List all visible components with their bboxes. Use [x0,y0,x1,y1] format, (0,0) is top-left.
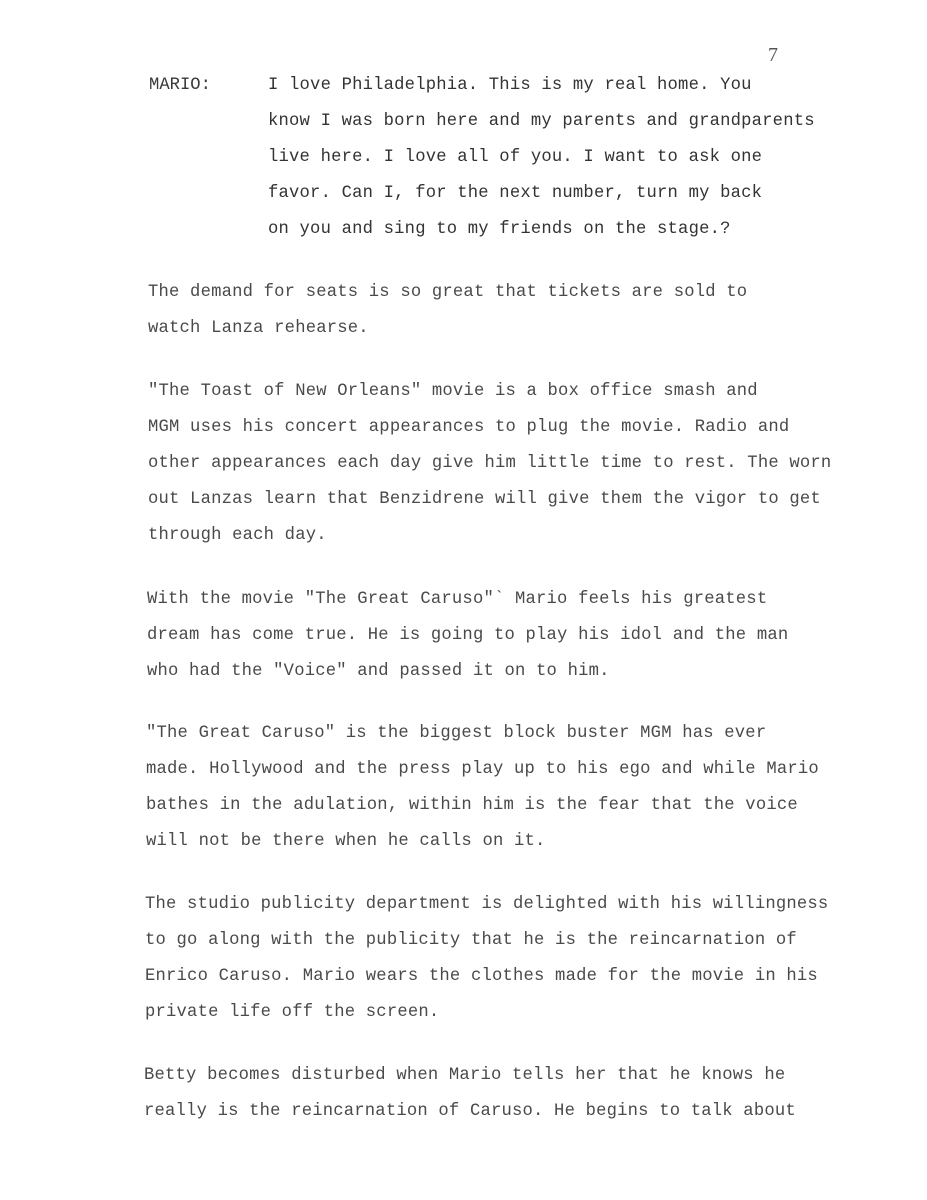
paragraph-line: MGM uses his concert appearances to plug the movie. Radio and [148,418,790,437]
paragraph-line: other appearances each day give him little time to rest. The worn [148,454,832,473]
paragraph-line: "The Great Caruso" is the biggest block buster MGM has ever [146,724,767,743]
paragraph-line: bathes in the adulation, within him is the fear that the voice [146,796,798,815]
paragraph-line: Betty becomes disturbed when Mario tells her that he knows he [144,1066,786,1085]
paragraph-line: The demand for seats is so great that tickets are sold to [148,283,748,302]
paragraph-line: watch Lanza rehearse. [148,319,369,338]
paragraph-line: With the movie "The Great Caruso"` Mario feels his greatest [147,590,768,609]
paragraph-line: who had the "Voice" and passed it on to him. [147,662,610,681]
speaker-label: MARIO: [149,76,211,95]
paragraph-line: out Lanzas learn that Benzidrene will give them the vigor to get [148,490,821,509]
paragraph-line: made. Hollywood and the press play up to his ego and while Mario [146,760,819,779]
paragraph-line: will not be there when he calls on it. [146,832,546,851]
paragraph-line: through each day. [148,526,327,545]
dialogue-line: know I was born here and my parents and grandparents [268,112,815,131]
dialogue-line: live here. I love all of you. I want to ask one [268,148,763,167]
dialogue-line: on you and sing to my friends on the stage.? [268,220,731,239]
paragraph-line: to go along with the publicity that he is the reincarnation of [145,931,797,950]
paragraph-line: "The Toast of New Orleans" movie is a box office smash and [148,382,758,401]
page-number: 7 [768,44,778,66]
dialogue-line: favor. Can I, for the next number, turn my back [268,184,763,203]
paragraph-line: private life off the screen. [145,1003,440,1022]
paragraph-line: dream has come true. He is going to play his idol and the man [147,626,789,645]
paragraph-line: really is the reincarnation of Caruso. He begins to talk about [144,1102,796,1121]
paragraph-line: The studio publicity department is delighted with his willingness [145,895,829,914]
paragraph-line: Enrico Caruso. Mario wears the clothes made for the movie in his [145,967,818,986]
dialogue-line: I love Philadelphia. This is my real home. You [268,76,752,95]
